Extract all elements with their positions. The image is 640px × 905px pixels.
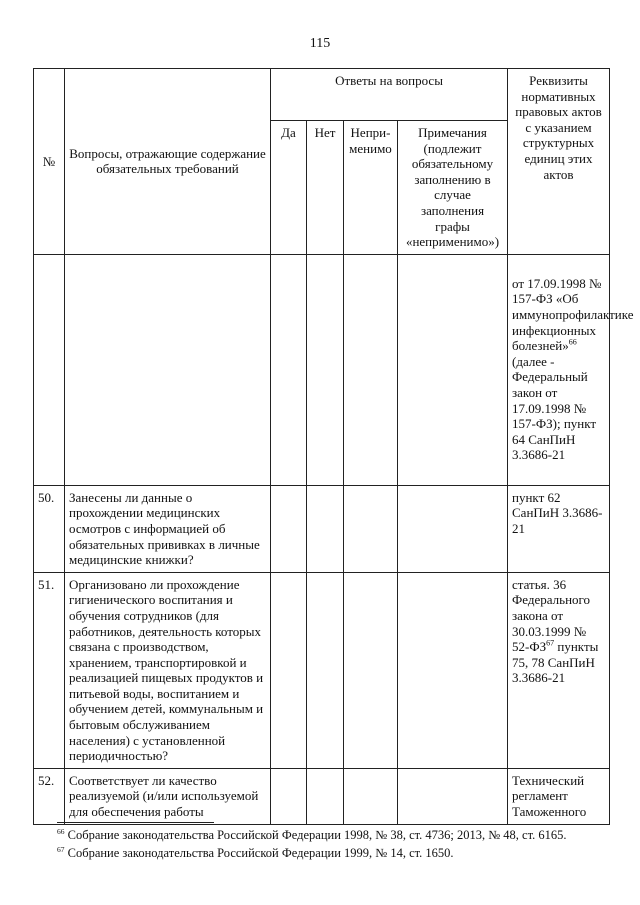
row-reference	[508, 485, 610, 572]
cell-yes	[271, 768, 307, 824]
cell-notes	[398, 768, 508, 824]
header-notes: Примечания (подлежит обязательному заполнению в случае заполнения графы «неприменимо»)	[398, 121, 508, 255]
cell-no	[307, 572, 344, 768]
reference-text-cont: (далее - Федеральный закон от 17.09.1998 № 157-ФЗ); пункт 64 СанПиН 3.3686-21	[512, 353, 597, 463]
page-number: 115	[309, 36, 331, 51]
reference-text: от 17.09.1998 № 157-ФЗ «Об иммунопрофилактике инфекционных болезней»	[512, 275, 634, 354]
row-question: Соответствует ли качество реализуемой (и/или используемой для обеспечения работы	[65, 768, 271, 824]
cell-not-applicable	[344, 485, 398, 572]
table-row	[34, 768, 610, 824]
footnote-separator	[57, 822, 214, 823]
footnote-ref: 67	[546, 638, 555, 648]
cell-no	[307, 254, 344, 485]
footnote-ref: 66	[568, 337, 577, 347]
footnote-mark: 66	[57, 826, 65, 836]
requirements-table	[33, 68, 634, 825]
table-row	[34, 485, 610, 572]
cell-notes	[398, 485, 508, 572]
row-reference	[508, 254, 634, 485]
cell-not-applicable	[344, 254, 398, 485]
row-number: 50.	[34, 485, 65, 572]
table-row	[34, 572, 610, 768]
header-refs: Реквизиты нормативных правовых актов с указанием структурных единиц этих актов	[508, 69, 610, 255]
footnotes	[57, 826, 566, 862]
reference-text: Технический регламент Таможенного	[512, 772, 587, 820]
row-reference	[508, 768, 610, 824]
row-question: Организовано ли прохождение гигиенического воспитания и обучения сотрудников (для работников, деятельность которых связана с производством, хранением, транспортировкой и реализацией пищевых продуктов и питьевой воды, воспитанием и обучением детей, коммунальным и бытовым обслуживанием населения) с установленной периодичностью?	[65, 572, 271, 768]
row-question: Занесены ли данные о прохождении медицинских осмотров с информацией об обязательных прививках в личные медицинские книжки?	[65, 485, 271, 572]
cell-yes	[271, 572, 307, 768]
header-no: Нет	[307, 121, 344, 255]
footnote-text: Собрание законодательства Российской Федерации 1999, № 14, ст. 1650.	[64, 846, 454, 860]
footnote-text: Собрание законодательства Российской Федерации 1998, № 38, ст. 4736; 2013, № 48, ст. 6165.	[64, 828, 567, 842]
footnote-mark: 67	[57, 844, 65, 854]
reference-text-cont: пункты 75, 78 СанПиН 3.3686-21	[512, 639, 599, 686]
table-row	[34, 254, 610, 485]
cell-notes	[398, 572, 508, 768]
header-row-1	[34, 69, 610, 121]
cell-no	[307, 768, 344, 824]
row-number: 52.	[34, 768, 65, 824]
reference-text: статья. 36 Федерального закона от 30.03.1999 № 52-ФЗ	[512, 576, 591, 655]
cell-yes	[271, 485, 307, 572]
cell-notes	[398, 254, 508, 485]
row-question	[65, 254, 271, 485]
header-not-applicable: Непри-менимо	[344, 121, 398, 255]
row-number	[34, 254, 65, 485]
reference-text: пункт 62 СанПиН 3.3686-21	[512, 489, 603, 536]
row-number: 51.	[34, 572, 65, 768]
cell-not-applicable	[344, 768, 398, 824]
cell-yes	[271, 254, 307, 485]
cell-not-applicable	[344, 572, 398, 768]
cell-no	[307, 485, 344, 572]
footnote	[57, 826, 566, 844]
header-yes: Да	[271, 121, 307, 255]
header-answers: Ответы на вопросы	[271, 69, 508, 121]
header-questions: Вопросы, отражающие содержание обязательных требований	[65, 69, 271, 255]
footnote	[57, 844, 566, 862]
row-reference	[508, 572, 610, 768]
header-number: №	[34, 69, 65, 255]
